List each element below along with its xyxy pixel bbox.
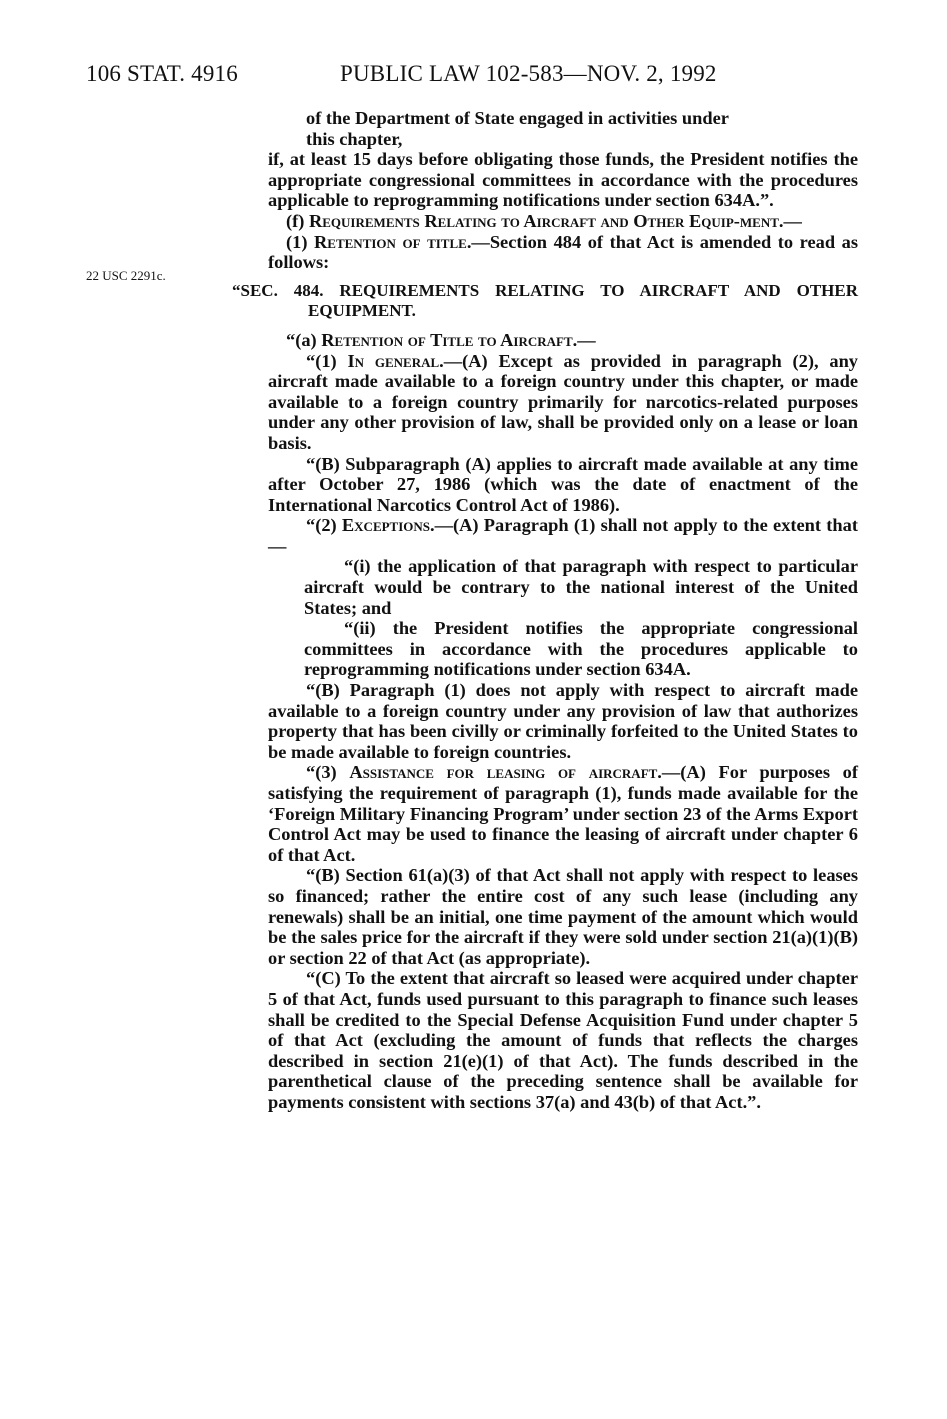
continuation-text-1: of the Department of State engaged in activities under <box>306 108 729 128</box>
proviso-paragraph <box>268 149 858 211</box>
subsection-f-label: (f) <box>286 210 305 231</box>
subsection-a-title: Retention of Title to Aircraft.— <box>321 329 596 350</box>
subsection-f-title: Requirements Relating to Aircraft and Other Equip-ment.— <box>308 210 802 231</box>
paragraph-a3-B <box>268 865 858 968</box>
clause-a2-ii <box>268 618 858 680</box>
subsection-a-label: “(a) <box>286 329 317 350</box>
clause-a2-i <box>268 556 858 618</box>
paragraph-a2-B-text: “(B) Paragraph (1) does not apply with respect to aircraft made available to a foreign country under any provision of law that authorizes property that has been civilly or criminally forfeited to the United States to be made available to foreign countries. <box>268 680 858 762</box>
paragraph-a3-label: “(3) <box>306 762 337 783</box>
subsection-f-heading <box>268 211 858 232</box>
continuation-text-2: this chapter, <box>306 128 403 149</box>
section-484-title: “SEC. 484. REQUIREMENTS RELATING TO AIRCRAFT AND OTHER EQUIPMENT. <box>232 280 858 321</box>
public-law-title: PUBLIC LAW 102-583—NOV. 2, 1992 <box>340 61 717 86</box>
paragraph-a3-C-text: “(C) To the extent that aircraft so leased were acquired under chapter 5 of that Act, funds used pursuant to this paragraph to finance such leases shall be credited to the Special Defense Acquisition Fund under chapter 5 of that Act (excluding the amount of funds that reflects the charges described in section 21(e)(1) of that Act). The funds described in the parenthetical clause of the preceding sentence shall be available for payments consistent with sections 37(a) and 43(b) of that Act.”. <box>268 968 858 1112</box>
paragraph-a1-text: —(A) Except as provided in paragraph (2), any aircraft made available to a foreign country under this chapter, or made available to a foreign country primarily for narcotics-related purposes under any other provision of law, shall be provided only on a lease or loan basis. <box>268 350 859 453</box>
margin-citation: 22 USC 2291c. <box>86 268 166 283</box>
paragraph-a3-B-text: “(B) Section 61(a)(3) of that Act shall not apply with respect to leases so financed; rather the entire cost of any such lease (including any renewals) shall be an initial, one time payment of the amount which would be the sales price for the aircraft if they were sold under section 21(a)(1)(B) or section 22 of that Act (as appropriate). <box>268 865 858 968</box>
paragraph-1-label: (1) <box>286 231 308 252</box>
section-484-heading <box>232 281 858 322</box>
paragraph-a1-label: “(1) <box>306 350 337 371</box>
law-text-body <box>232 108 859 1113</box>
paragraph-a3 <box>268 762 858 865</box>
clause-a2-ii-text: “(ii) the President notifies the appropriate congressional committees in accordance with the procedures applicable to reprogramming notifications under section 634A. <box>304 618 858 680</box>
paragraph-1-heading: Retention of title. <box>314 231 472 252</box>
paragraph-a3-C <box>268 968 858 1112</box>
paragraph-a2-heading: Exceptions. <box>341 515 435 536</box>
continuation-line-2 <box>268 129 858 150</box>
clause-a2-i-text: “(i) the application of that paragraph with respect to particular aircraft would be contrary to the national interest of the United States; and <box>304 556 858 618</box>
paragraph-1-text: —Section 484 of that Act is amended to read as follows: <box>268 231 858 273</box>
paragraph-a1 <box>268 351 858 454</box>
paragraph-a2-B <box>268 680 858 762</box>
paragraph-1-retention <box>268 232 858 273</box>
continuation-line-1 <box>268 108 858 129</box>
paragraph-a3-heading: Assistance for leasing of aircraft. <box>349 762 662 783</box>
paragraph-a3-text: —(A) For purposes of satisfying the requirement of paragraph (1), funds made available for the ‘Foreign Military Financing Program’ under section 23 of the Arms Export Control Act may be used to finance the leasing of aircraft under chapter 6 of that Act. <box>268 762 858 865</box>
paragraph-a2-text: —(A) Paragraph (1) shall not apply to the extent that— <box>268 515 858 556</box>
paragraph-a1-B-text: “(B) Subparagraph (A) applies to aircraft made available at any time after October 27, 1986 (which was the date of enactment of the International Narcotics Control Act of 1986). <box>268 453 858 515</box>
proviso-text: if, at least 15 days before obligating those funds, the President notifies the appropriate congressional committees in accordance with the procedures applicable to reprogramming notifications under section 634A.”. <box>268 149 858 211</box>
subsection-a-heading <box>268 330 858 351</box>
paragraph-a2-label: “(2) <box>306 515 337 536</box>
statute-page-number: 106 STAT. 4916 <box>86 61 238 86</box>
paragraph-a2 <box>268 515 858 556</box>
page-header <box>86 60 766 88</box>
paragraph-a1-B <box>268 454 858 516</box>
paragraph-a1-heading: In general. <box>347 350 444 371</box>
